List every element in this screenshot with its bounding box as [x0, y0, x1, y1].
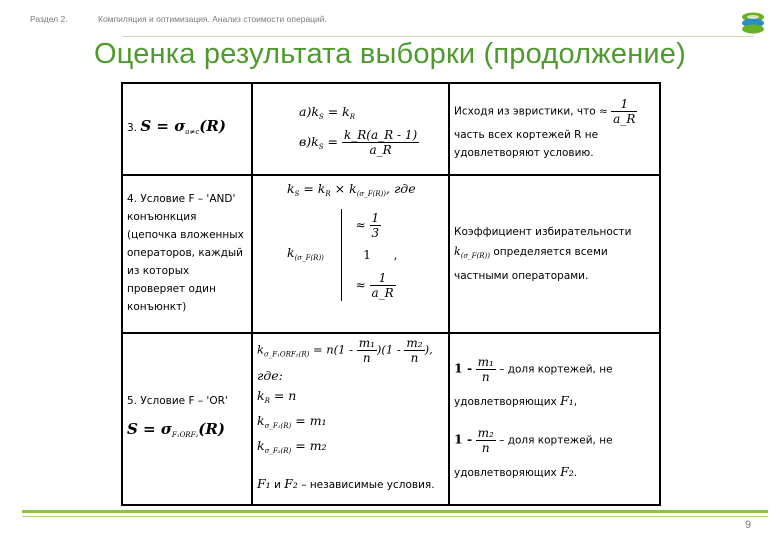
table-row	[122, 333, 660, 505]
row3-note-line2: часть всех кортежей R не	[454, 128, 599, 141]
topic-label: Компиляция и оптимизация. Анализ стоимости операций.	[98, 14, 327, 24]
footer-bar-thin	[22, 516, 768, 517]
row4-note-cell: Коэффициент избирательности $k_{(\sigma\_F(R))}$ определяется всеми частными операторами.	[449, 175, 660, 333]
row3-condition-cell	[122, 83, 252, 175]
table-row	[122, 83, 660, 175]
row5-main-formula: $k_{\sigma\_F_1ORF_2(R)} = n(1$ - $\frac{\text{m₁}}{n}$ )(1 - $\frac{\text{m₂}}{n}$ ),	[257, 336, 433, 365]
row3-note-cell	[449, 83, 660, 175]
row5-condition-cell: 5. Условие F – 'OR' $S = \sigma_{F_1ORF_2}(R)$	[122, 333, 252, 505]
section-label: Раздел 2.	[30, 14, 68, 24]
row3-formula-cell	[252, 83, 449, 175]
page-title: Оценка результата выборки (продолжение)	[93, 38, 686, 70]
header-divider	[122, 36, 754, 37]
row3-formula-a: $а)k_S = k_R$	[299, 103, 356, 121]
row3-formula: $S = \sigma_{a\ne c}(R)$	[140, 117, 226, 136]
row4-formula-top: $k_S = k_R \times k_{(\sigma\_F(R))}$, где	[287, 181, 416, 198]
content-table	[121, 82, 661, 506]
row3-note-line1: Исходя из эвристики, что ≈ $\frac{1}{a\_R}$	[454, 96, 636, 126]
row4-condition-cell: 4. Условие F – 'AND' конъюнкция (цепочка вложенных операторов, каждый из которых проверяет один конъюнкт)	[122, 175, 252, 333]
row4-k-cases: $k_{(\sigma\_F(R))}$ ≈ $\frac{1}{3}$ 1 , ≈ $\frac{1}{a\_R}$	[287, 211, 398, 300]
row3-formula-b: $в)k_S$ = $\frac{k\_R(a\_R - 1)}{a\_R}$	[299, 127, 418, 157]
row3-note-line3: удовлетворяют условию.	[454, 146, 594, 159]
row5-note-cell: 1 - $\frac{\text{m₁}}{n}$ – доля кортежей, не удовлетворяющих F₁, 1 - $\frac{\text{m₂}}{n}$ – доля кортежей, не удовлетворяющих F₂.	[449, 333, 660, 505]
footer-bar	[22, 510, 768, 513]
logo-icon	[738, 10, 768, 36]
row4-formula-cell	[252, 175, 449, 333]
row5-formula: $S = \sigma_{F_1ORF_2}(R)$	[127, 420, 225, 439]
table-row	[122, 175, 660, 333]
slide-header	[30, 10, 730, 36]
row5-formula-cell: $k_{\sigma\_F_1ORF_2(R)} = n(1$ - $\frac{\text{m₁}}{n}$ )(1 - $\frac{\text{m₂}}{n}$ ), где: $k_R = n$ $k_{\sigma\_F_1(R)} = m_1$ $k_{\sigma\_F_2(R)} = m_2$ F₁ и F₂ – независимые условия.	[252, 333, 449, 505]
row3-number: 3.	[127, 122, 138, 134]
cases-brace	[341, 209, 352, 301]
page-number: 9	[745, 519, 752, 531]
